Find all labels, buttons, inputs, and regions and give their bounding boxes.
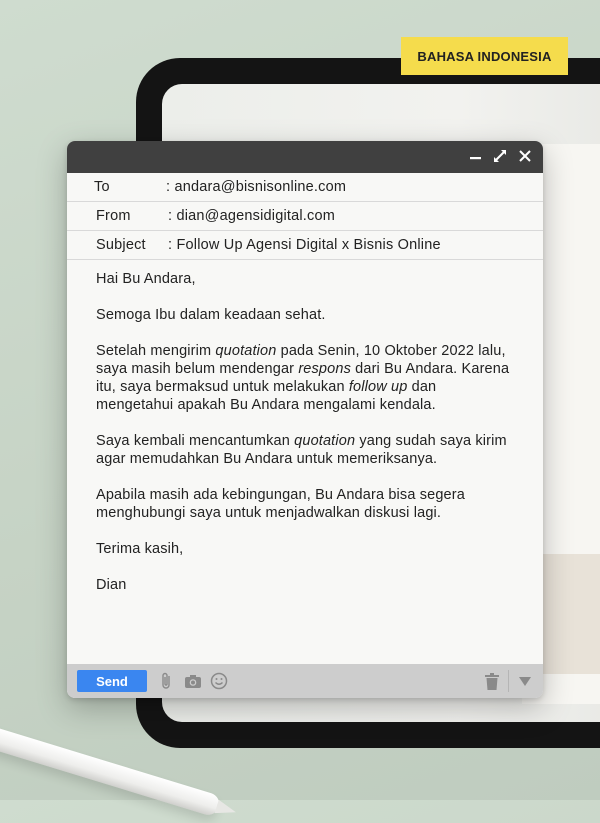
to-label: To: [94, 179, 110, 195]
header-fields: [67, 173, 543, 260]
email-body[interactable]: [67, 260, 543, 594]
paragraph-attachment: Saya kembali mencantumkan quotation yang sudah saya kirim agar memudahkan Bu Andara untuk memeriksanya.: [96, 433, 507, 467]
toolbar-divider: [508, 670, 509, 692]
emoji-icon[interactable]: [209, 671, 229, 691]
compose-toolbar: [67, 664, 543, 698]
to-row[interactable]: [67, 173, 543, 202]
paragraph-wellwish: Semoga Ibu dalam keadaan sehat.: [96, 307, 326, 323]
window-controls: [470, 141, 531, 173]
window-titlebar: [67, 141, 543, 173]
paperclip-icon[interactable]: [157, 671, 177, 691]
from-row[interactable]: [67, 202, 543, 231]
minimize-icon[interactable]: [470, 148, 481, 163]
paragraph-contact: Apabila masih ada kebingungan, Bu Andara bisa segera menghubungi saya untuk menjadwalkan diskusi lagi.: [96, 487, 465, 521]
email-compose-window: [67, 141, 543, 698]
screen-block: [542, 554, 600, 674]
camera-icon[interactable]: [183, 671, 203, 691]
subject-label: Subject: [96, 237, 146, 253]
send-button[interactable]: Send: [77, 670, 147, 692]
greeting: Hai Bu Andara,: [96, 271, 196, 287]
paragraph-followup: Setelah mengirim quotation pada Senin, 10 Oktober 2022 lalu, saya masih belum mendengar respons dari Bu Andara. Karena itu, saya bermaksud untuk melakukan follow up dan mengetahui apakah Bu Andara mengalami kendala.: [96, 343, 510, 413]
subject-field[interactable]: : Follow Up Agensi Digital x Bisnis Online: [168, 237, 441, 253]
chevron-down-icon[interactable]: [515, 671, 535, 691]
signature: Dian: [96, 577, 127, 593]
stylus-tip: [215, 800, 238, 819]
closing: Terima kasih,: [96, 541, 184, 557]
subject-row[interactable]: [67, 231, 543, 260]
language-badge: BAHASA INDONESIA: [401, 37, 568, 75]
close-icon[interactable]: [519, 150, 531, 165]
to-field[interactable]: : andara@bisnisonline.com: [166, 179, 347, 195]
from-field[interactable]: : dian@agensidigital.com: [168, 208, 336, 224]
trash-icon[interactable]: [482, 671, 502, 691]
from-label: From: [96, 208, 131, 224]
toolbar-right: [476, 664, 543, 698]
expand-icon[interactable]: [493, 149, 507, 166]
